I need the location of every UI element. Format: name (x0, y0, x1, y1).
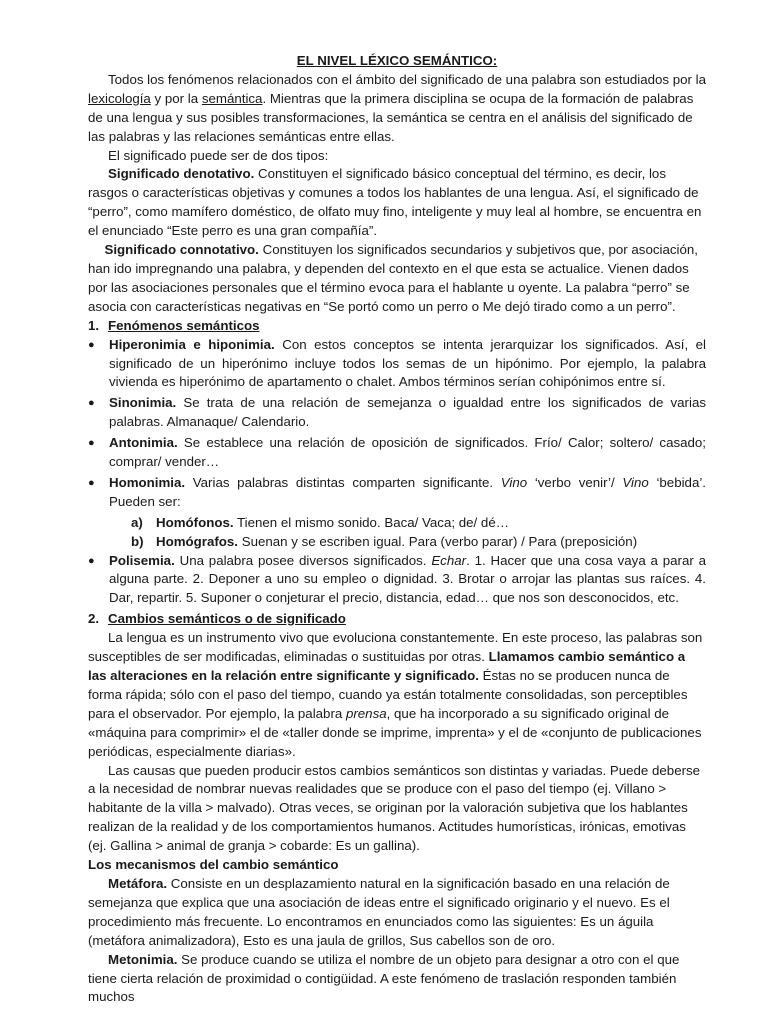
bullet-icon: ● (88, 338, 95, 351)
cambio-paragraph-2: Las causas que pueden producir estos cambios semánticos son distintas y variadas. Puede deberse a la necesidad de nombrar nuevas realidades que se produce con el paso del tiempo (ej. Villano > habitante de la villa > malvado). Otras veces, se originan por la valoración subjetiva que los hablantes realizan de la realidad y de los comportamientos humanos. Actitudes humorísticas, irónicas, emotivas (ej. Gallina > animal de granja > cobarde: Es un gallina). (88, 762, 701, 854)
bullet-icon: ● (88, 397, 95, 410)
section-2-heading (88, 610, 706, 629)
sublist-item-homografos: b) Homógrafos. Suenan y se escriben igual. Para (verbo parar) / Para (preposición) (131, 533, 638, 549)
types-intro: El significado puede ser de dos tipos: (108, 147, 329, 163)
bullet-icon: ● (88, 554, 95, 567)
metafora-paragraph: Metáfora. Consiste en un desplazamiento natural en la significación basado en una relación de semejanza que explica que una asociación de ideas entre el significado originario y el nuevo. Es el procedimiento más frecuente. Lo encontramos en enunciados como las siguientes: Es un águila (metáfora animalizadora), Esto es una jaula de grillos, Sus cabellos son de oro. (88, 875, 670, 948)
list-item-hiperonimia: ● Hiperonimia e hiponimia. Con estos conceptos se intenta jerarquizar los significados. Así, el significado de un hiperónimo incluye todos los semas de un hipónimo. Por ejemplo, la palabra vivienda es hiperónimo de apartamento o chalet. Ambos términos serían cohipónimos entre sí. (88, 336, 706, 393)
denotativo-term: Significado denotativo. (108, 166, 255, 182)
section-2-title: Cambios semánticos o de significado (108, 611, 346, 627)
list-item-antonimia: ● Antonimia. Se establece una relación de oposición de significados. Frío/ Calor; soltero/ casado; comprar/ vender… (88, 434, 706, 472)
document-title: EL NIVEL LÉXICO SEMÁNTICO: (296, 53, 498, 68)
cambio-paragraph-1: La lengua es un instrumento vivo que evoluciona constantemente. En este proceso, las palabras son susceptibles de ser modificadas, eliminadas o sustituidas por otras. Llamamos cambio semántico a las alteraciones en la relación entre significante y significado. Éstas no se producen nunca de forma rápida; sólo con el paso del tiempo, cuando ya están totalmente consolidadas, son perceptibles para el observador. Por ejemplo, la palabra prensa, que ha incorporado a su significado original de «máquina para comprimir» el de «taller donde se imprime, imprenta» y el de «conjunto de publicaciones periódicas, especialmente diarias». (88, 630, 703, 759)
section-2-number: 2. (88, 611, 100, 627)
lexicologia-term: lexicología (88, 90, 151, 106)
sublist-item-homofonos: a) Homófonos. Tienen el mismo sonido. Baca/ Vaca; de/ dé… (131, 514, 510, 530)
metonimia-paragraph: Metonimia. Se produce cuando se utiliza el nombre de un objeto para designar a otro con el que tiene cierta relación de proximidad o contigüidad. A este fenómeno de traslación responden también muchos (88, 951, 680, 1005)
list-item-homonimia: ● Homonimia. Varias palabras distintas comparten significante. Vino ‘verbo venir’/ Vino ‘bebida’. Pueden ser: (88, 474, 706, 512)
connotativo-paragraph: Significado connotativo. Constituyen los significados secundarios y subjetivos que, por asociación, han ido impregnando una palabra, y dependen del contexto en el que esta se actualice. Vienen dados por las asociaciones personales que el término evoca para el hablante u oyente. La palabra “perro” se asocia con características negativas en “Se portó como un perro o Me dejó tirado como a un perro”. (88, 242, 698, 314)
intro-paragraph: Todos los fenómenos relacionados con el ámbito del significado de una palabra son estudiados por la lexicología y por la semántica. Mientras que la primera disciplina se ocupa de la formación de palabras de una lengua y sus posibles transformaciones, la semántica se centra en el análisis del significado de las palabras y las relaciones semánticas entre ellas. (88, 71, 707, 144)
section-1-number: 1. (88, 317, 100, 333)
mecanismos-heading: Los mecanismos del cambio semántico (88, 857, 339, 873)
section-1-heading (88, 317, 706, 336)
semantica-term: semántica (201, 90, 263, 106)
section-1-title: Fenómenos semánticos (108, 317, 260, 333)
bullet-icon: ● (88, 437, 95, 450)
list-item-polisemia: ● Polisemia. Una palabra posee diversos significados. Echar. 1. Hacer que una cosa vaya a parar a alguna parte. 2. Deponer a uno su empleo o dignidad. 3. Brotar o arrojar las plantas sus raíces. 4. Dar, repartir. 5. Suponer o conjeturar el precio, distancia, edad… que nos son desconocidos, etc. (88, 552, 706, 609)
list-item-sinonimia: ● Sinonimia. Se trata de una relación de semejanza o igualdad entre los significados de varias palabras. Almanaque/ Calendario. (88, 394, 706, 432)
bullet-icon: ● (88, 476, 95, 489)
connotativo-term: Significado connotativo. (104, 242, 259, 258)
denotativo-paragraph: Significado denotativo. Constituyen el significado básico conceptual del término, es decir, los rasgos o características objetivas y comunes a todos los hablantes de una lengua. Así, el significado de “perro”, como mamífero doméstico, de olfato muy fino, inteligente y muy leal al hombre, se encuentra en el enunciado “Este perro es una gran compañía”. (88, 166, 702, 239)
